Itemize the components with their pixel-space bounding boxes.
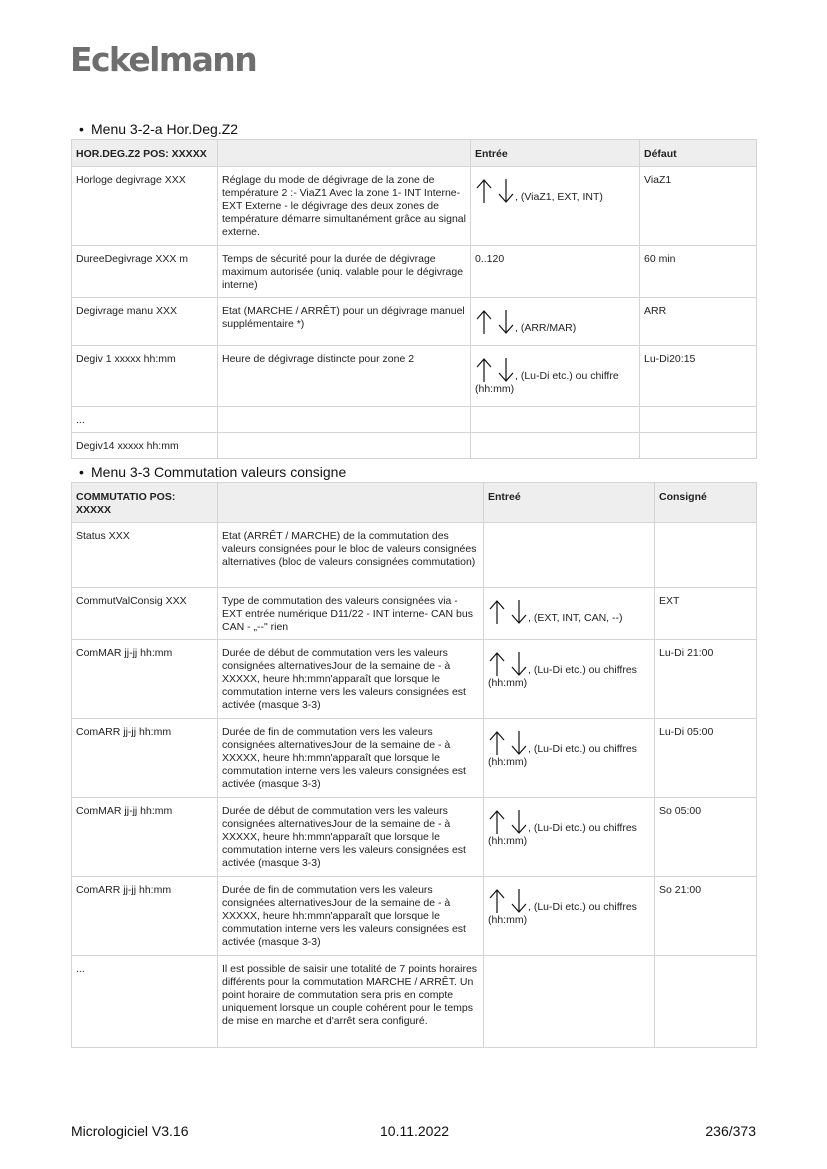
param-entry bbox=[471, 298, 640, 346]
hor-deg-z2-table bbox=[71, 139, 757, 459]
param-name: Horloge degivrage XXX bbox=[72, 167, 218, 246]
commutation-table bbox=[71, 482, 757, 1048]
param-description: Durée de début de commutation vers les valeurs consignées alternativesJour de la semaine de - à XXXXX, heure hh:mmn'apparaît que lorsque le commutation interne vers les valeurs consignées est activée (masque 3-3) bbox=[218, 798, 484, 877]
param-entry bbox=[484, 719, 655, 798]
section-heading-text: Menu 3-2-a Hor.Deg.Z2 bbox=[91, 121, 239, 137]
up-arrow-icon bbox=[475, 191, 493, 203]
param-default: EXT bbox=[655, 588, 757, 640]
param-default bbox=[640, 433, 757, 459]
table-row bbox=[72, 523, 757, 588]
down-arrow-icon bbox=[497, 322, 515, 334]
up-arrow-icon bbox=[488, 822, 506, 834]
param-entry bbox=[471, 407, 640, 433]
up-down-arrows-icon bbox=[475, 357, 515, 383]
param-description: Durée de fin de commutation vers les valeurs consignées alternativesJour de la semaine de - à XXXXX, heure hh:mmn'apparaît que lorsque le commutation interne vers les valeurs consignées est activée (masque 3-3) bbox=[218, 719, 484, 798]
param-description: Durée de début de commutation vers les valeurs consignées alternativesJour de la semaine de - à XXXXX, heure hh:mmn'apparaît que lorsque le commutation interne vers les valeurs consignées est activée (masque 3-3) bbox=[218, 640, 484, 719]
param-description: Etat (MARCHE / ARRÊT) pour un dégivrage manuel supplémentaire *) bbox=[218, 298, 471, 346]
param-description: Temps de sécurité pour la durée de dégivrage maximum autorisée (uniq. valable pour le dégivrage interne) bbox=[218, 246, 471, 298]
up-arrow-icon bbox=[488, 664, 506, 676]
up-down-arrows-icon bbox=[488, 730, 528, 756]
param-name: Degiv14 xxxxx hh:mm bbox=[72, 433, 218, 459]
param-entry bbox=[484, 523, 655, 588]
param-default: So 21:00 bbox=[655, 877, 757, 956]
table-row bbox=[72, 798, 757, 877]
up-arrow-icon bbox=[488, 901, 506, 913]
param-name: Status XXX bbox=[72, 523, 218, 588]
param-name: ... bbox=[72, 407, 218, 433]
param-description: Réglage du mode de dégivrage de la zone de température 2 :- ViaZ1 Avec la zone 1- INT Interne- EXT Externe - le dégivrage des deux zones de température démarre simultanément grâce au signal externe. bbox=[218, 167, 471, 246]
header-cell: Consigné bbox=[655, 483, 757, 523]
param-name: ComMAR jj-jj hh:mm bbox=[72, 640, 218, 719]
up-arrow-icon bbox=[488, 612, 506, 624]
up-arrow-icon bbox=[475, 322, 493, 334]
down-arrow-icon bbox=[510, 901, 528, 913]
up-down-arrows-icon bbox=[488, 651, 528, 677]
header-cell: Défaut bbox=[640, 140, 757, 167]
up-arrow-icon bbox=[488, 743, 506, 755]
param-default: ARR bbox=[640, 298, 757, 346]
table-row bbox=[72, 877, 757, 956]
table-row bbox=[72, 956, 757, 1048]
table-row bbox=[72, 433, 757, 459]
table-row bbox=[72, 167, 757, 246]
param-default: Lu-Di20:15 bbox=[640, 346, 757, 407]
entry-text: , (Lu-Di etc.) ou chiffres (hh:mm) bbox=[488, 901, 637, 926]
param-entry bbox=[484, 640, 655, 719]
table-row bbox=[72, 588, 757, 640]
param-default: Lu-Di 05:00 bbox=[655, 719, 757, 798]
down-arrow-icon bbox=[497, 370, 515, 382]
entry-text: , (ViaZ1, EXT, INT) bbox=[515, 191, 603, 203]
param-name: DureeDegivrage XXX m bbox=[72, 246, 218, 298]
param-name: Degiv 1 xxxxx hh:mm bbox=[72, 346, 218, 407]
param-description bbox=[218, 407, 471, 433]
param-entry bbox=[471, 346, 640, 407]
down-arrow-icon bbox=[510, 822, 528, 834]
entry-text: , (EXT, INT, CAN, --) bbox=[528, 612, 623, 624]
table-header-row bbox=[72, 483, 757, 523]
header-cell: Entreé bbox=[484, 483, 655, 523]
param-entry bbox=[484, 588, 655, 640]
param-entry bbox=[484, 798, 655, 877]
param-name: ComARR jj-jj hh:mm bbox=[72, 877, 218, 956]
param-entry: 0..120 bbox=[471, 246, 640, 298]
table-row bbox=[72, 640, 757, 719]
up-down-arrows-icon bbox=[488, 809, 528, 835]
table-row bbox=[72, 298, 757, 346]
param-default: ViaZ1 bbox=[640, 167, 757, 246]
up-down-arrows-icon bbox=[475, 309, 515, 335]
param-default: So 05:00 bbox=[655, 798, 757, 877]
param-description: Il est possible de saisir une totalité de 7 points horaires différents pour la commutation MARCHE / ARRÊT. Un point horaire de commutation sera pris en compte uniquement lorsque un couple cohérent pour le temps de mise en marche et d'arrêt sera configuré. bbox=[218, 956, 484, 1048]
down-arrow-icon bbox=[510, 743, 528, 755]
entry-text: , (Lu-Di etc.) ou chiffres (hh:mm) bbox=[488, 822, 637, 847]
param-entry bbox=[471, 433, 640, 459]
param-default bbox=[655, 523, 757, 588]
param-default: Lu-Di 21:00 bbox=[655, 640, 757, 719]
header-cell: COMMUTATIO POS: XXXXX bbox=[72, 483, 218, 523]
param-default: 60 min bbox=[640, 246, 757, 298]
param-description bbox=[218, 433, 471, 459]
table-header-row bbox=[72, 140, 757, 167]
param-entry bbox=[484, 877, 655, 956]
param-description: Etat (ARRÊT / MARCHE) de la commutation des valeurs consignées pour le bloc de valeurs consignées alternatives (bloc de valeurs consignées commutation) bbox=[218, 523, 484, 588]
up-arrow-icon bbox=[475, 370, 493, 382]
table-row bbox=[72, 407, 757, 433]
table-row bbox=[72, 246, 757, 298]
down-arrow-icon bbox=[497, 191, 515, 203]
header-cell bbox=[218, 140, 471, 167]
param-name: Degivrage manu XXX bbox=[72, 298, 218, 346]
down-arrow-icon bbox=[510, 612, 528, 624]
section-heading-text: Menu 3-3 Commutation valeurs consigne bbox=[91, 464, 347, 480]
param-description: Durée de fin de commutation vers les valeurs consignées alternativesJour de la semaine de - à XXXXX, heure hh:mmn'apparaît que lorsque le commutation interne vers les valeurs consignées est activée (masque 3-3) bbox=[218, 877, 484, 956]
param-description: Type de commutation des valeurs consignées via - EXT entrée numérique D11/22 - INT interne- CAN bus CAN - „--" rien bbox=[218, 588, 484, 640]
footer-firmware-version: Micrologiciel V3.16 bbox=[71, 1123, 189, 1139]
up-down-arrows-icon bbox=[475, 178, 515, 204]
entry-text: , (Lu-Di etc.) ou chiffre (hh:mm) bbox=[475, 370, 619, 395]
param-entry bbox=[484, 956, 655, 1048]
param-entry bbox=[471, 167, 640, 246]
table-row bbox=[72, 346, 757, 407]
header-cell: HOR.DEG.Z2 POS: XXXXX bbox=[72, 140, 218, 167]
entry-text: , (ARR/MAR) bbox=[515, 322, 577, 334]
section-heading-commutation: • Menu 3-3 Commutation valeurs consigne bbox=[79, 464, 347, 480]
param-default bbox=[640, 407, 757, 433]
param-default bbox=[655, 956, 757, 1048]
up-down-arrows-icon bbox=[488, 599, 528, 625]
table-row bbox=[72, 719, 757, 798]
param-name: ComMAR jj-jj hh:mm bbox=[72, 798, 218, 877]
up-down-arrows-icon bbox=[488, 888, 528, 914]
entry-text: , (Lu-Di etc.) ou chiffres (hh:mm) bbox=[488, 664, 637, 689]
eckelmann-logo: Eckelmann bbox=[70, 40, 257, 79]
header-cell: Entrée bbox=[471, 140, 640, 167]
header-cell bbox=[218, 483, 484, 523]
param-description: Heure de dégivrage distincte pour zone 2 bbox=[218, 346, 471, 407]
down-arrow-icon bbox=[510, 664, 528, 676]
entry-text: , (Lu-Di etc.) ou chiffres (hh:mm) bbox=[488, 743, 637, 768]
param-name: CommutValConsig XXX bbox=[72, 588, 218, 640]
footer-date: 10.11.2022 bbox=[380, 1123, 450, 1139]
param-name: ComARR jj-jj hh:mm bbox=[72, 719, 218, 798]
param-name: ... bbox=[72, 956, 218, 1048]
section-heading-hor-deg-z2: • Menu 3-2-a Hor.Deg.Z2 bbox=[79, 121, 239, 137]
footer-page-number: 236/373 bbox=[705, 1123, 756, 1139]
